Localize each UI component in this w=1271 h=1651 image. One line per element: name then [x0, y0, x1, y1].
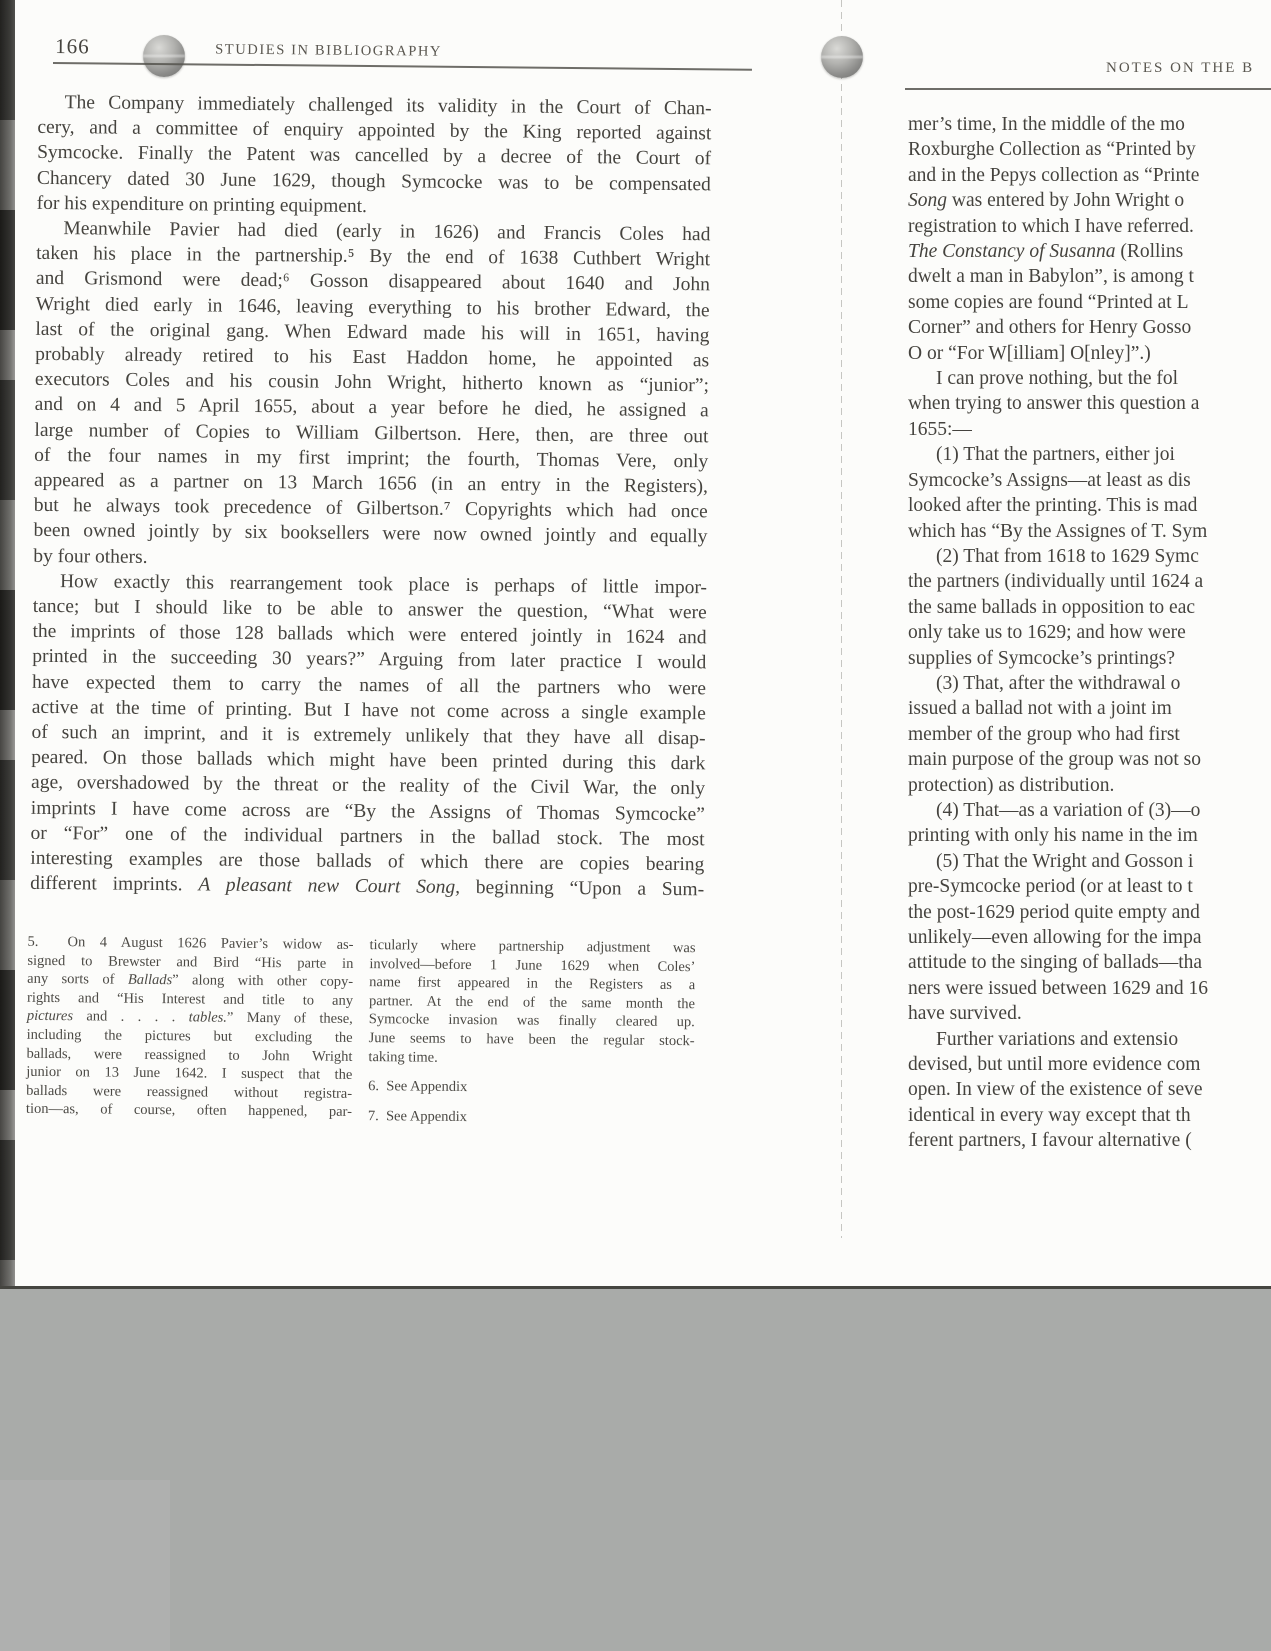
text-line: pre-Symcocke period (or at least to t — [908, 876, 1193, 898]
header-rule — [905, 88, 1271, 90]
text-line: O or “For W[illiam] O[nley]”.) — [908, 342, 1151, 364]
text-line: cery, and a committee of enquiry appointed by the King reported against — [37, 117, 712, 145]
text-line: name first appeared in the Registers as a — [369, 974, 696, 994]
text-line: the partners (individually until 1624 a — [908, 571, 1204, 593]
text-line: any sorts of Ballads” along with other copy- — [27, 970, 354, 991]
text-line: 1655:— — [908, 418, 972, 440]
text-line: different imprints. A pleasant new Court Song, beginning “Upon a Sum- — [30, 873, 705, 901]
text-line: by four others. — [33, 545, 148, 568]
text-line: the imprints of those 128 ballads which were entered jointly in 1624 and — [32, 621, 707, 649]
text-line: active at the time of printing. But I have not come across a single example — [31, 696, 706, 725]
text-line: and on 4 and 5 April 1655, about a year before he died, he assigned a — [34, 394, 709, 422]
text-line: (4) That—as a variation of (3)—o — [936, 799, 1201, 821]
text-line: member of the group who had first — [908, 723, 1180, 745]
text-line: attitude to the singing of ballads—tha — [908, 952, 1203, 974]
text-line: Symcocke invasion was finally cleared up. — [368, 1011, 695, 1031]
text-line: have survived. — [908, 1003, 1022, 1025]
text-line: printed in the succeeding 30 years?” Arguing from later practice I would — [32, 646, 707, 674]
text-line: pictures and . . . . tables.” Many of these, — [26, 1008, 353, 1028]
text-line: The Company immediately challenged its validity in the Court of Chan- — [64, 92, 712, 120]
text-line: June seems to have been the regular stock- — [368, 1030, 695, 1050]
text-line: rights and “His Interest and title to any — [26, 989, 354, 1009]
text-line: for his expenditure on printing equipment. — [36, 192, 368, 217]
text-line: ballads were reassigned without registra- — [26, 1082, 353, 1102]
text-line: only take us to 1629; and how were — [908, 622, 1186, 644]
text-line: or “For” one of the individual partners in the ballad stock. The most — [30, 822, 705, 851]
text-line: Symcocke. Finally the Patent was cancelled by a decree of the Court of — [37, 142, 712, 170]
text-line: unlikely—even allowing for the impa — [908, 927, 1202, 948]
text-line: tance; but I should like to be able to answer the question, “What were — [32, 595, 707, 624]
text-line: mer’s time, In the middle of the mo — [908, 114, 1185, 135]
text-line: which has “By the Assignes of T. Sym — [908, 520, 1208, 542]
body-text — [908, 112, 1271, 1154]
text-line: probably already retired to his East Haddon home, he appointed as — [35, 343, 710, 372]
text-line: appeared as a partner on 13 March 1656 (in an entry in the Registers), — [33, 469, 709, 498]
text-line: 5. On 4 August 1626 Pavier’s widow as- — [27, 933, 354, 953]
text-line: (1) That the partners, either joi — [936, 444, 1175, 466]
text-line: age, overshadowed by the threat or the reality of the Civil War, the only — [30, 772, 706, 800]
text-line: 6. See Appendix — [368, 1078, 468, 1096]
text-line: ballads, were reassigned to John Wright — [26, 1045, 353, 1065]
text-line: large number of Copies to William Gilbertson. Here, then, are three out — [34, 419, 709, 447]
text-line: ferent partners, I favour alternative ( — [908, 1130, 1192, 1152]
text-line: executors Coles and his cousin John Wright, hitherto known as “junior”; — [34, 369, 710, 397]
text-line: I can prove nothing, but the fol — [936, 368, 1179, 390]
text-line: The Constancy of Susanna (Rollins — [908, 241, 1184, 263]
page-number: 166 — [55, 34, 90, 59]
text-line: main purpose of the group was not so — [908, 749, 1201, 771]
text-line: devised, but until more evidence com — [908, 1054, 1201, 1076]
text-line: partner. At the end of the same month the — [368, 992, 696, 1012]
text-line: junior on 13 June 1642. I suspect that the — [26, 1063, 353, 1084]
text-line: open. In view of the existence of seve — [908, 1079, 1203, 1101]
text-line: interesting examples are those ballads of which there are copies bearing — [30, 847, 705, 876]
running-head: STUDIES IN BIBLIOGRAPHY — [215, 41, 443, 60]
text-line: and Grismond were dead;⁶ Gosson disappeared about 1640 and John — [35, 268, 710, 296]
text-line: the same ballads in opposition to eac — [908, 596, 1196, 618]
text-line: printing with only his name in the im — [908, 825, 1198, 847]
running-head: NOTES ON THE B — [1106, 60, 1255, 76]
text-line: 7. See Appendix — [367, 1107, 468, 1125]
text-line: have expected them to carry the names of all the partners who were — [31, 671, 707, 699]
text-line: (2) That from 1618 to 1629 Symc — [936, 545, 1199, 567]
text-line: including the pictures but excluding the — [26, 1026, 353, 1046]
text-line: supplies of Symcocke’s printings? — [908, 647, 1176, 669]
text-line: of such an imprint, and it is extremely unlikely that they have all disap- — [31, 721, 706, 750]
text-line: been owned jointly by six booksellers were now owned jointly and equally — [33, 520, 708, 548]
text-line: and in the Pepys collection as “Printe — [908, 164, 1200, 186]
text-line: taking time. — [368, 1048, 438, 1066]
text-line: the post-1629 period quite empty and — [908, 901, 1200, 923]
text-line: Meanwhile Pavier had died (early in 1626) and Francis Coles had — [63, 218, 711, 246]
text-line: but he always took precedence of Gilbertson.⁷ Copyrights which had once — [33, 495, 708, 523]
text-line: peared. On those ballads which might have been printed during this dark — [31, 747, 706, 775]
text-line: ticularly where partnership adjustment was — [369, 937, 696, 957]
text-line: dwelt a man in Babylon”, is among t — [908, 266, 1194, 288]
text-line: some copies are found “Printed at L — [908, 291, 1189, 313]
text-line: ners were issued between 1629 and 16 — [908, 977, 1208, 999]
text-line: issued a ballad not with a joint im — [908, 698, 1172, 720]
text-line: when trying to answer this question a — [908, 393, 1200, 415]
text-line: protection) as distribution. — [908, 774, 1115, 796]
text-line: of the four names in my first imprint; the fourth, Thomas Vere, only — [34, 444, 709, 473]
text-line: identical in every way except that th — [908, 1104, 1191, 1126]
text-line: Song was entered by John Wright o — [908, 190, 1185, 212]
text-line: Wright died early in 1646, leaving everything to his brother Edward, the — [35, 293, 710, 321]
text-line: How exactly this rearrangement took place is perhaps of little impor- — [59, 570, 708, 599]
text-line: Further variations and extensio — [936, 1028, 1179, 1050]
text-line: imprints I have come across are “By the Assigns of Thomas Symcocke” — [30, 797, 705, 825]
text-line: looked after the printing. This is mad — [908, 495, 1198, 517]
text-line: (3) That, after the withdrawal o — [936, 672, 1181, 694]
text-line: Roxburghe Collection as “Printed by — [908, 139, 1196, 161]
text-line: taken his place in the partnership.⁵ By the end of 1638 Cuthbert Wright — [36, 243, 711, 271]
text-line: involved—before 1 June 1629 when Coles’ — [369, 955, 696, 975]
text-line: signed to Brewster and Bird “His parte in — [27, 952, 354, 972]
text-line: Chancery dated 30 June 1629, though Symcocke was to be compensated — [36, 167, 711, 195]
text-line: registration to which I have referred. — [908, 215, 1194, 237]
text-line: (5) That the Wright and Gosson i — [936, 850, 1194, 872]
text-line: Corner” and others for Henry Gosso — [908, 317, 1192, 339]
text-line: last of the original gang. When Edward made his will in 1651, having — [35, 318, 710, 347]
text-line: tion—as, of course, often happened, par- — [25, 1101, 353, 1121]
text-line: Symcocke’s Assigns—at least as dis — [908, 469, 1191, 491]
